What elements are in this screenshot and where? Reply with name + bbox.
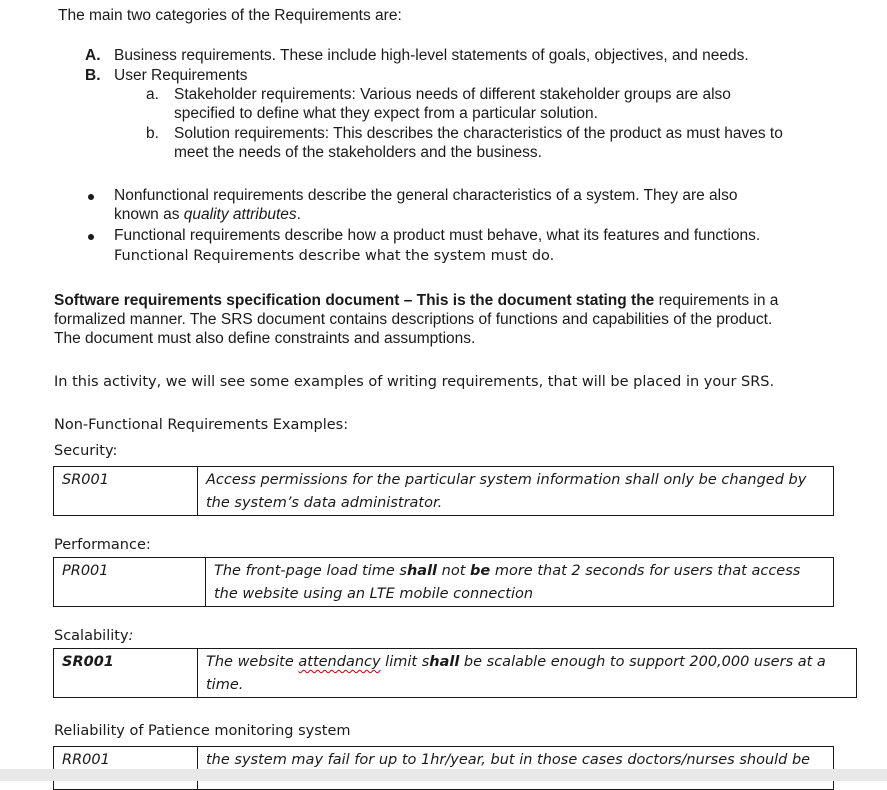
bullet-icon: [88, 234, 94, 240]
user-requirements-text: User Requirements: [114, 67, 248, 84]
table-row: [54, 649, 857, 698]
requirement-id-cell: RR001: [54, 747, 198, 790]
scalability-label: Scalability:: [54, 628, 134, 644]
nonfunctional-line2: known as quality attributes.: [114, 206, 301, 223]
table-row: [54, 467, 834, 516]
stakeholder-line1: Stakeholder requirements: Various needs of different stakeholder groups are also: [174, 86, 731, 103]
activity-text: In this activity, we will see some examples of writing requirements, that will be placed in your SRS.: [54, 374, 775, 390]
requirement-id-cell: SR001: [54, 649, 198, 698]
table-row: [54, 747, 834, 790]
reliability-label: Reliability of Patience monitoring system: [54, 723, 351, 739]
performance-label: Performance:: [54, 537, 151, 553]
functional-line2: Functional Requirements describe what the system must do.: [114, 248, 555, 264]
list-marker-b: B.: [85, 67, 101, 84]
reliability-table: [53, 746, 834, 790]
list-marker-a-sub: a.: [146, 86, 159, 103]
business-requirements-text: Business requirements. These include high-level statements of goals, objectives, and needs.: [114, 47, 749, 64]
security-label: Security:: [54, 443, 118, 459]
performance-table: [53, 557, 834, 607]
requirement-text-cell: The front-page load time shall not be more that 2 seconds for users that access the website using an LTE mobile connection: [206, 558, 834, 607]
srs-line1: Software requirements specification document – This is the document stating the requirements in a: [54, 292, 779, 309]
list-marker-b-sub: b.: [146, 125, 159, 142]
scalability-table: [53, 648, 857, 698]
requirement-id-cell: PR001: [54, 558, 206, 607]
requirement-text-cell: the system may fail for up to 1hr/year, but in those cases doctors/nurses should be: [198, 747, 834, 790]
page-bottom-edge: [0, 769, 887, 781]
srs-line2: formalized manner. The SRS document contains descriptions of functions and capabilities of the product.: [54, 311, 773, 328]
requirement-text-cell: Access permissions for the particular system information shall only be changed by the system’s data administrator.: [198, 467, 834, 516]
solution-line2: meet the needs of the stakeholders and the business.: [174, 144, 542, 161]
stakeholder-line2: specified to define what they expect from a particular solution.: [174, 105, 598, 122]
bullet-icon: [88, 194, 94, 200]
nfr-heading: Non-Functional Requirements Examples:: [54, 417, 349, 433]
requirement-id-cell: SR001: [54, 467, 198, 516]
solution-line1: Solution requirements: This describes the characteristics of the product as must haves to: [174, 125, 783, 142]
misspelled-word[interactable]: attendancy: [298, 654, 381, 670]
requirement-text-cell: The website attendancy limit shall be scalable enough to support 200,000 users at a time.: [198, 649, 857, 698]
table-row: [54, 558, 834, 607]
nonfunctional-line1: Nonfunctional requirements describe the general characteristics of a system. They are also: [114, 187, 738, 204]
functional-line1: Functional requirements describe how a product must behave, what its features and functions.: [114, 227, 761, 244]
list-marker-a: A.: [85, 47, 101, 64]
srs-line3: The document must also define constraints and assumptions.: [54, 330, 476, 347]
security-table: [53, 466, 834, 516]
intro-text: The main two categories of the Requirements are:: [58, 7, 402, 24]
